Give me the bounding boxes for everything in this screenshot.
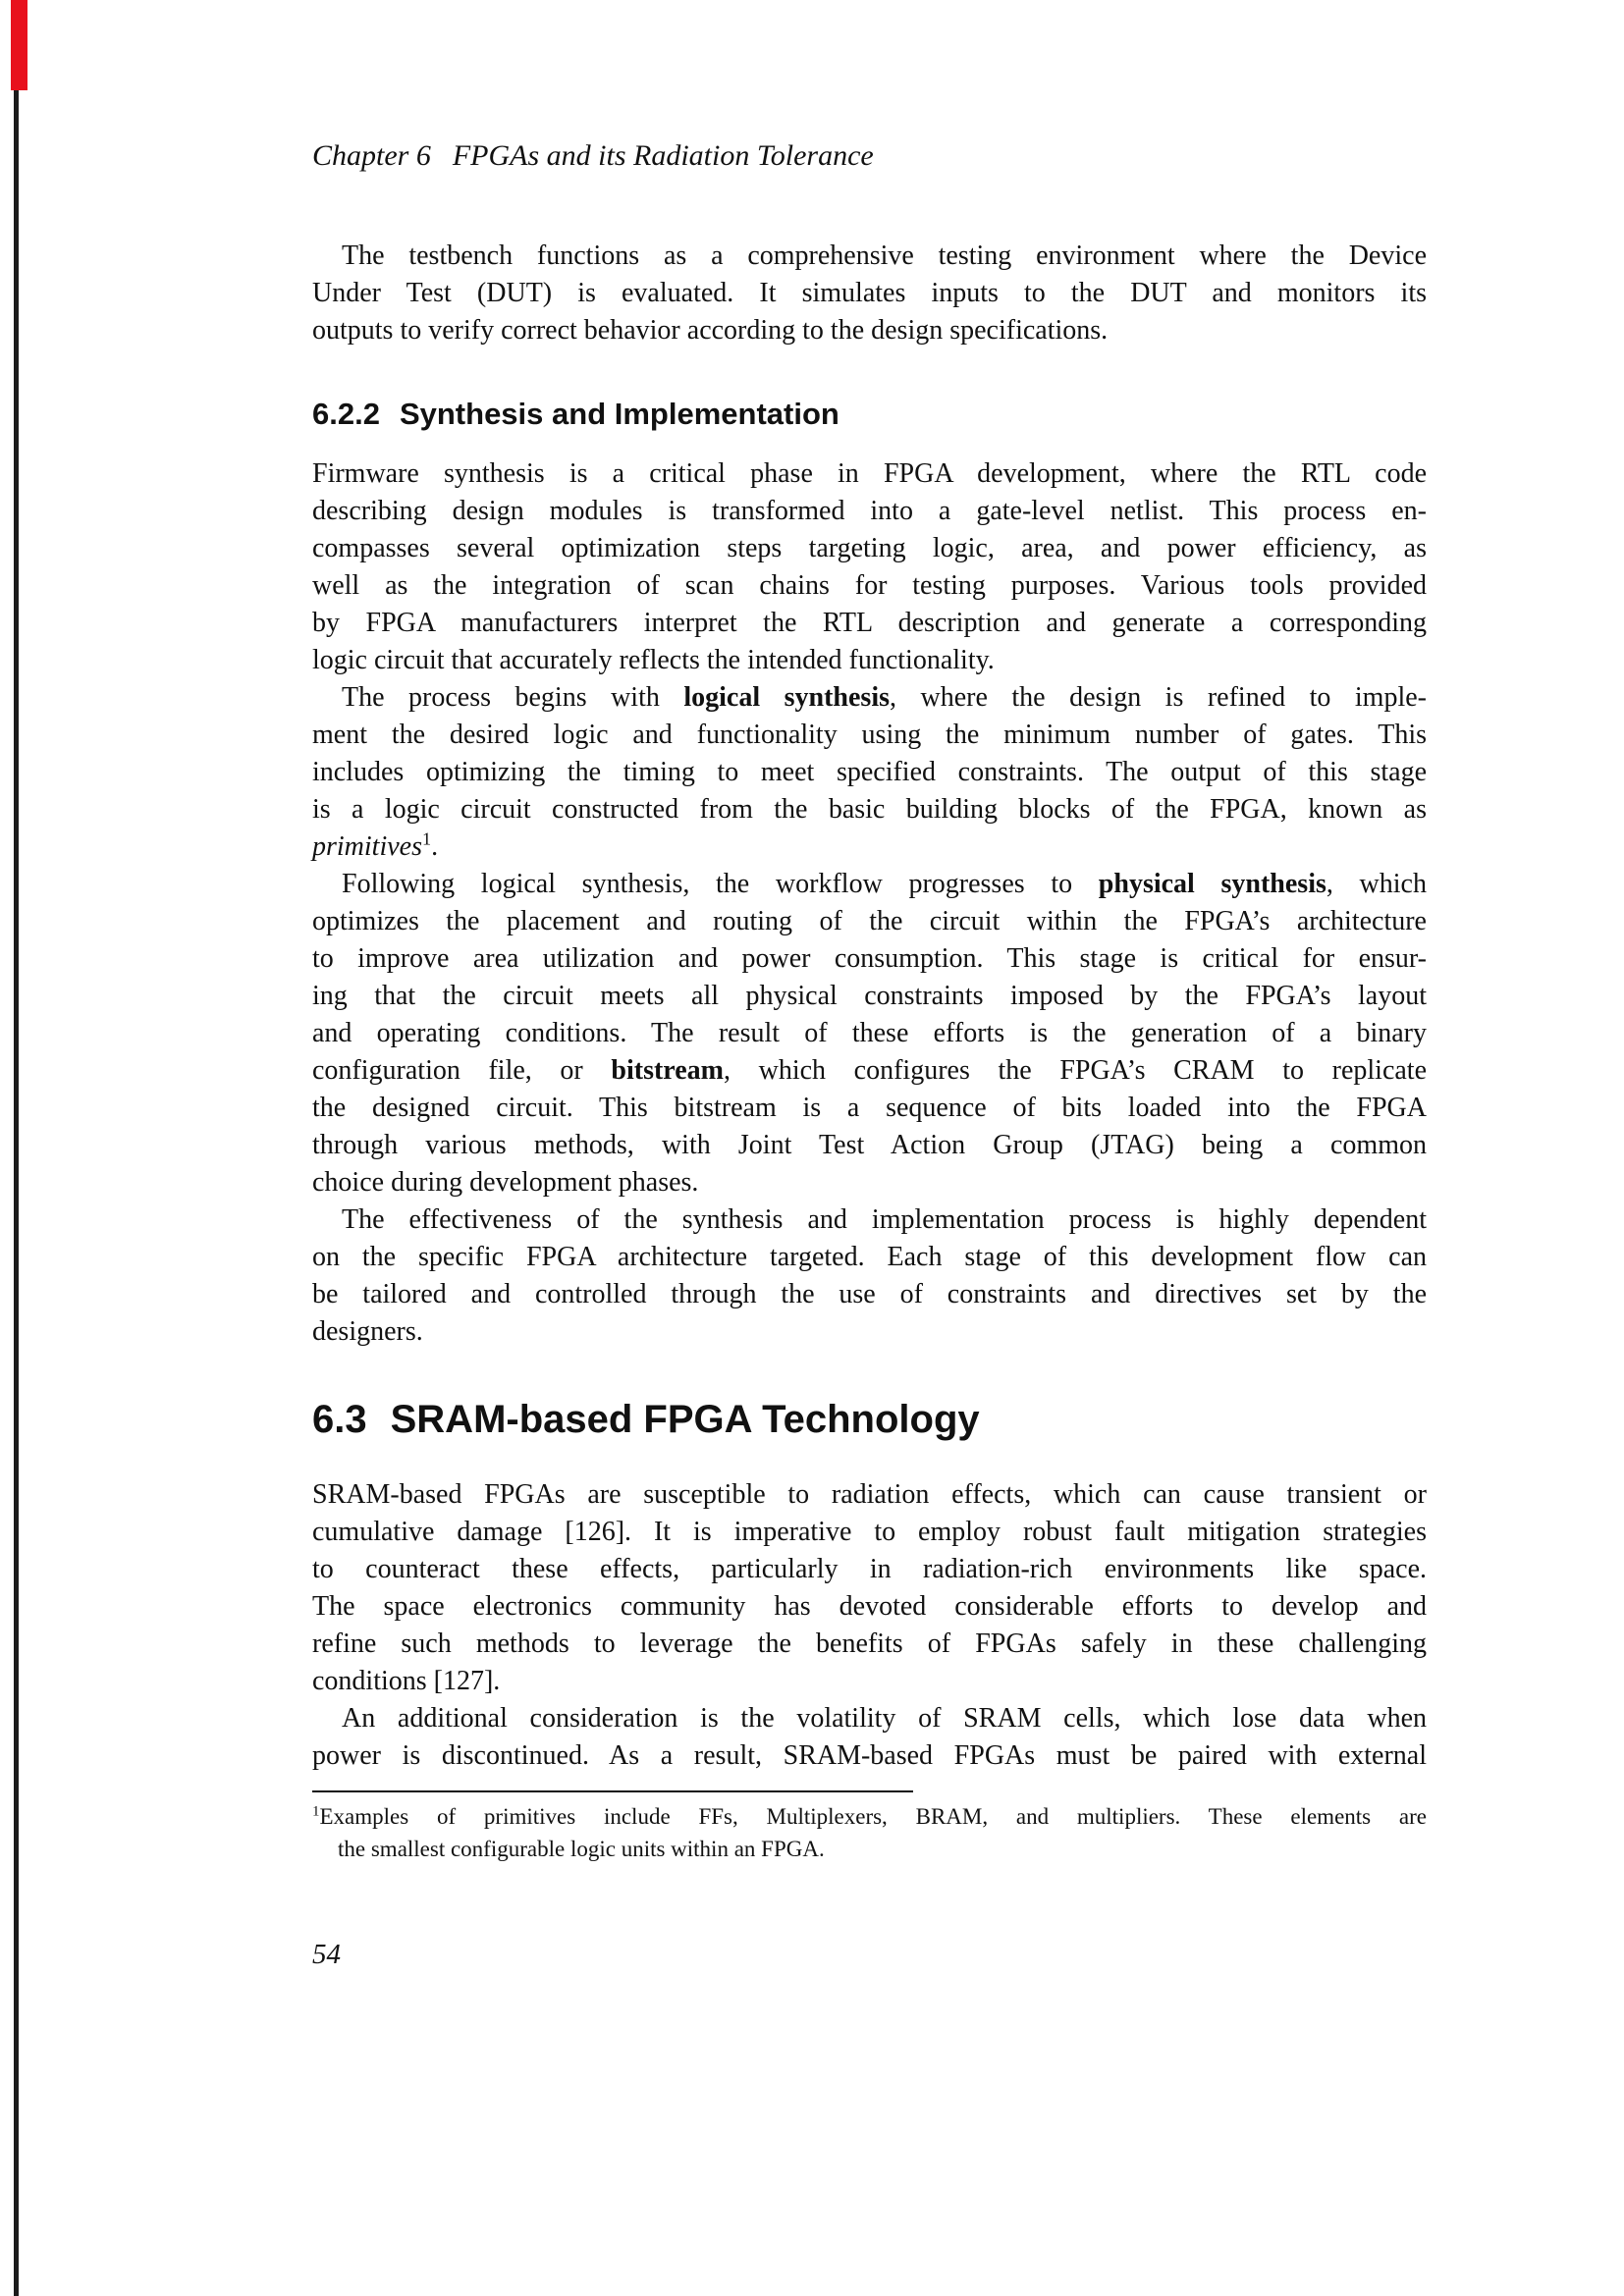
- text-line: SRAM-based FPGAs are susceptible to radiation effects, which can cause transient or: [312, 1479, 1427, 1510]
- text-line: conditions [127].: [312, 1666, 501, 1696]
- text-line: outputs to verify correct behavior according to the design specifications.: [312, 315, 1109, 346]
- text-line: choice during development phases.: [312, 1167, 699, 1198]
- section-number: 6.3: [312, 1398, 367, 1441]
- body-paragraph-physical-synthesis: [312, 866, 1427, 1201]
- text-line: through various methods, with Joint Test Action Group (JTAG) being a common: [312, 1130, 1427, 1160]
- text-line: cumulative damage [126]. It is imperative to employ robust fault mitigation strategies: [312, 1517, 1427, 1547]
- text-line: power is discontinued. As a result, SRAM-based FPGAs must be paired with external: [312, 1740, 1427, 1771]
- body-paragraph-effectiveness: [312, 1201, 1427, 1351]
- page-content: [312, 0, 1427, 1973]
- body-paragraph-sram-radiation: [312, 1476, 1427, 1700]
- body-paragraph-logical-synthesis: [312, 679, 1427, 866]
- text-line: configuration file, or bitstream, which configures the FPGA’s CRAM to replicate: [312, 1055, 1428, 1086]
- text-line: $^1$Examples of primitives include FFs, Multiplexers, BRAM, and multipliers. These elements are: [312, 1803, 1427, 1829]
- text-line: on the specific FPGA architecture targeted. Each stage of this development flow can: [312, 1242, 1427, 1272]
- section-title: Synthesis and Implementation: [399, 397, 839, 431]
- text-line: An additional consideration is the volatility of SRAM cells, which lose data when: [342, 1703, 1427, 1734]
- text-line: ment the desired logic and functionality using the minimum number of gates. This: [312, 720, 1427, 750]
- text-line: to counteract these effects, particularly in radiation-rich environments like space.: [312, 1554, 1427, 1584]
- text-line: Under Test (DUT) is evaluated. It simulates inputs to the DUT and monitors its: [312, 278, 1427, 308]
- section-heading-6-2-2: [312, 395, 1427, 434]
- text-line: well as the integration of scan chains for testing purposes. Various tools provided: [312, 570, 1427, 601]
- text-line: by FPGA manufacturers interpret the RTL description and generate a corresponding: [312, 608, 1427, 638]
- text-line: The effectiveness of the synthesis and implementation process is highly dependent: [342, 1204, 1427, 1235]
- text-line: describing design modules is transformed into a gate-level netlist. This process en-: [312, 496, 1427, 526]
- text-line: optimizes the placement and routing of the circuit within the FPGA’s architecture: [312, 906, 1427, 936]
- text-line: Following logical synthesis, the workflow progresses to physical synthesis, which: [342, 869, 1427, 899]
- text-line: and operating conditions. The result of these efforts is the generation of a binary: [312, 1018, 1427, 1048]
- text-line: includes optimizing the timing to meet specified constraints. The output of this stage: [312, 757, 1427, 787]
- left-edge-rule: [14, 90, 19, 2296]
- text-line: the designed circuit. This bitstream is a sequence of bits loaded into the FPGA: [312, 1093, 1427, 1123]
- text-line: Firmware synthesis is a critical phase in FPGA development, where the RTL code: [312, 458, 1427, 489]
- running-header-chapter-title: FPGAs and its Radiation Tolerance: [452, 139, 874, 172]
- section-number: 6.2.2: [312, 397, 380, 431]
- text-line: compasses several optimization steps targeting logic, area, and power efficiency, as: [312, 533, 1427, 563]
- running-header: [312, 137, 1427, 175]
- text-line: ing that the circuit meets all physical constraints imposed by the FPGA’s layout: [312, 981, 1427, 1011]
- section-title: SRAM-based FPGA Technology: [390, 1398, 980, 1441]
- text-line: the smallest configurable logic units within an FPGA.: [338, 1837, 825, 1861]
- text-line: is a logic circuit constructed from the basic building blocks of the FPGA, known as: [312, 794, 1427, 825]
- page-number: 54: [312, 1939, 341, 1970]
- text-line: logic circuit that accurately reflects the intended functionality.: [312, 645, 995, 675]
- section-heading-6-3: [312, 1396, 1427, 1443]
- red-edge-marker: [11, 0, 27, 90]
- text-line: refine such methods to leverage the benefits of FPGAs safely in these challenging: [312, 1629, 1427, 1659]
- text-line: primitives$^1$.: [312, 828, 439, 862]
- footnote-rule: [312, 1790, 913, 1792]
- running-header-chapter-label: Chapter 6: [312, 139, 431, 172]
- text-line: The testbench functions as a comprehensive testing environment where the Device: [342, 240, 1427, 271]
- text-line: The space electronics community has devoted considerable efforts to develop and: [312, 1591, 1427, 1622]
- text-line: The process begins with logical synthesis, where the design is refined to imple-: [342, 682, 1427, 713]
- text-line: be tailored and controlled through the use of constraints and directives set by the: [312, 1279, 1427, 1309]
- text-line: designers.: [312, 1316, 423, 1347]
- body-paragraph-volatility: [312, 1700, 1427, 1775]
- body-paragraph-testbench: [312, 238, 1427, 349]
- text-line: to improve area utilization and power consumption. This stage is critical for ensur-: [312, 943, 1427, 974]
- body-paragraph-firmware-synthesis: [312, 455, 1427, 679]
- footnote: [312, 1800, 1427, 1865]
